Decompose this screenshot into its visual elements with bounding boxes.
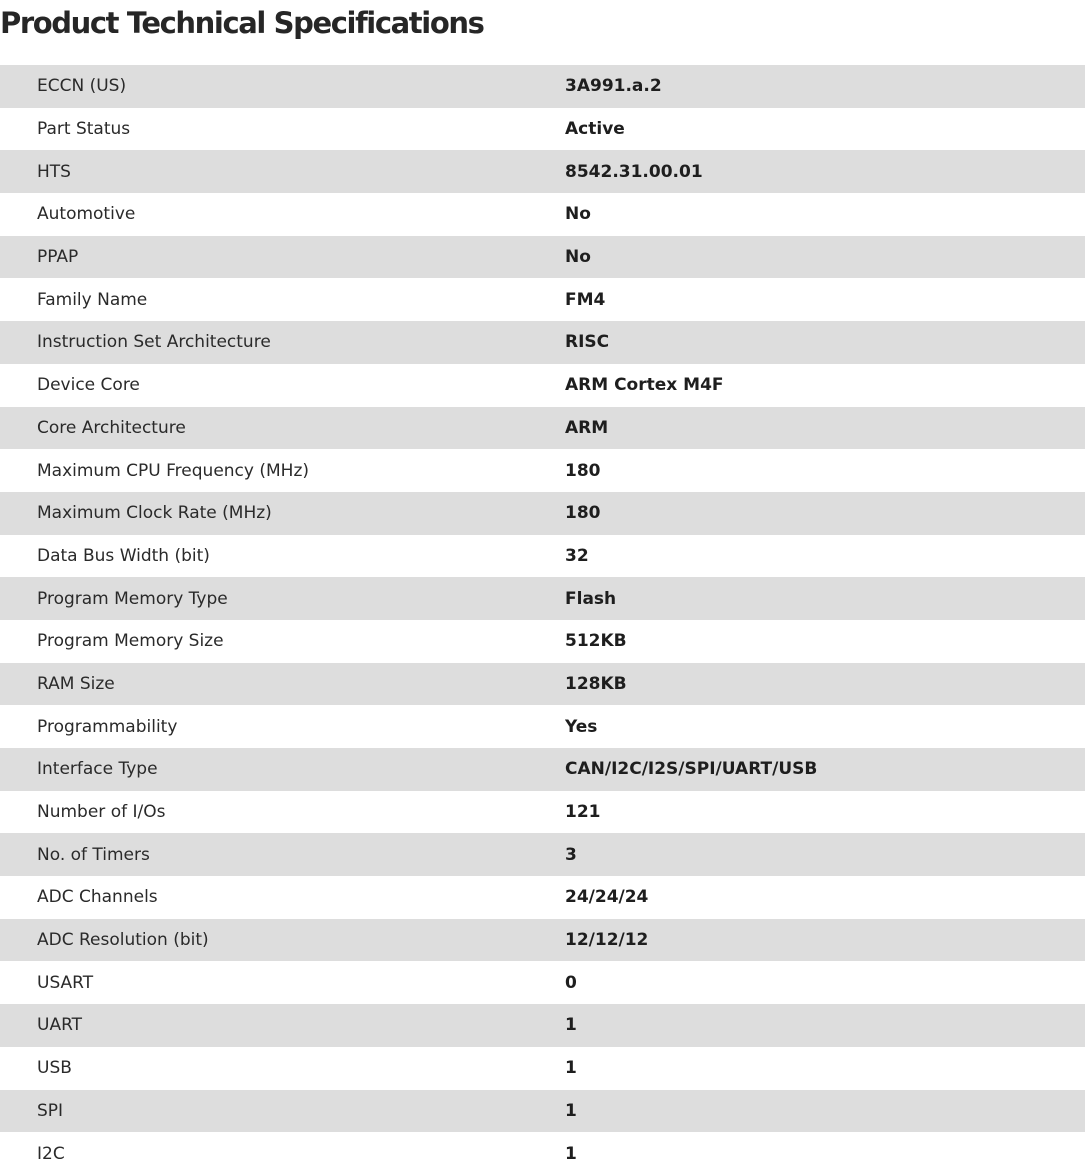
spec-label: Core Architecture	[0, 407, 565, 450]
spec-row	[0, 492, 1085, 535]
spec-row	[0, 663, 1085, 706]
spec-row	[0, 961, 1085, 1004]
spec-value: 180	[565, 492, 1085, 535]
spec-row	[0, 876, 1085, 919]
spec-row	[0, 449, 1085, 492]
spec-label: Part Status	[0, 108, 565, 151]
spec-row	[0, 278, 1085, 321]
spec-value: ARM Cortex M4F	[565, 364, 1085, 407]
spec-value: No	[565, 193, 1085, 236]
spec-label: HTS	[0, 150, 565, 193]
spec-table-body	[0, 65, 1085, 1175]
spec-row	[0, 108, 1085, 151]
spec-label: No. of Timers	[0, 833, 565, 876]
spec-row	[0, 535, 1085, 578]
spec-row	[0, 1090, 1085, 1133]
spec-label: USART	[0, 961, 565, 1004]
spec-value: 1	[565, 1090, 1085, 1133]
spec-label: Automotive	[0, 193, 565, 236]
spec-label: Maximum Clock Rate (MHz)	[0, 492, 565, 535]
spec-row	[0, 364, 1085, 407]
spec-label: Programmability	[0, 705, 565, 748]
spec-value: RISC	[565, 321, 1085, 364]
spec-table	[0, 65, 1085, 1175]
spec-label: RAM Size	[0, 663, 565, 706]
spec-row	[0, 577, 1085, 620]
spec-label: Data Bus Width (bit)	[0, 535, 565, 578]
spec-label: Number of I/Os	[0, 791, 565, 834]
spec-value: FM4	[565, 278, 1085, 321]
spec-label: Instruction Set Architecture	[0, 321, 565, 364]
spec-label: USB	[0, 1047, 565, 1090]
spec-row	[0, 919, 1085, 962]
spec-value: 32	[565, 535, 1085, 578]
spec-value: ARM	[565, 407, 1085, 450]
spec-row	[0, 705, 1085, 748]
page-title: Product Technical Specifications	[0, 6, 484, 40]
spec-label: UART	[0, 1004, 565, 1047]
spec-value: 121	[565, 791, 1085, 834]
spec-value: Flash	[565, 577, 1085, 620]
spec-row	[0, 1132, 1085, 1175]
spec-row	[0, 1047, 1085, 1090]
spec-row	[0, 833, 1085, 876]
spec-label: Family Name	[0, 278, 565, 321]
spec-value: 1	[565, 1004, 1085, 1047]
spec-label: I2C	[0, 1132, 565, 1175]
spec-row	[0, 150, 1085, 193]
spec-value: Yes	[565, 705, 1085, 748]
spec-label: ECCN (US)	[0, 65, 565, 108]
spec-value: 3	[565, 833, 1085, 876]
spec-row	[0, 620, 1085, 663]
spec-label: Interface Type	[0, 748, 565, 791]
spec-value: CAN/I2C/I2S/SPI/UART/USB	[565, 748, 1085, 791]
spec-value: 128KB	[565, 663, 1085, 706]
spec-value: 3A991.a.2	[565, 65, 1085, 108]
spec-value: Active	[565, 108, 1085, 151]
spec-label: Program Memory Type	[0, 577, 565, 620]
spec-value: 180	[565, 449, 1085, 492]
spec-value: 0	[565, 961, 1085, 1004]
spec-value: 1	[565, 1132, 1085, 1175]
spec-label: ADC Resolution (bit)	[0, 919, 565, 962]
spec-row	[0, 407, 1085, 450]
spec-label: Device Core	[0, 364, 565, 407]
spec-value: 8542.31.00.01	[565, 150, 1085, 193]
spec-row	[0, 791, 1085, 834]
spec-value: No	[565, 236, 1085, 279]
spec-label: PPAP	[0, 236, 565, 279]
spec-row	[0, 193, 1085, 236]
spec-value: 1	[565, 1047, 1085, 1090]
spec-value: 512KB	[565, 620, 1085, 663]
spec-label: Maximum CPU Frequency (MHz)	[0, 449, 565, 492]
spec-label: Program Memory Size	[0, 620, 565, 663]
spec-value: 12/12/12	[565, 919, 1085, 962]
spec-row	[0, 321, 1085, 364]
spec-row	[0, 748, 1085, 791]
spec-value: 24/24/24	[565, 876, 1085, 919]
spec-label: SPI	[0, 1090, 565, 1133]
spec-row	[0, 65, 1085, 108]
spec-row	[0, 1004, 1085, 1047]
spec-label: ADC Channels	[0, 876, 565, 919]
spec-row	[0, 236, 1085, 279]
